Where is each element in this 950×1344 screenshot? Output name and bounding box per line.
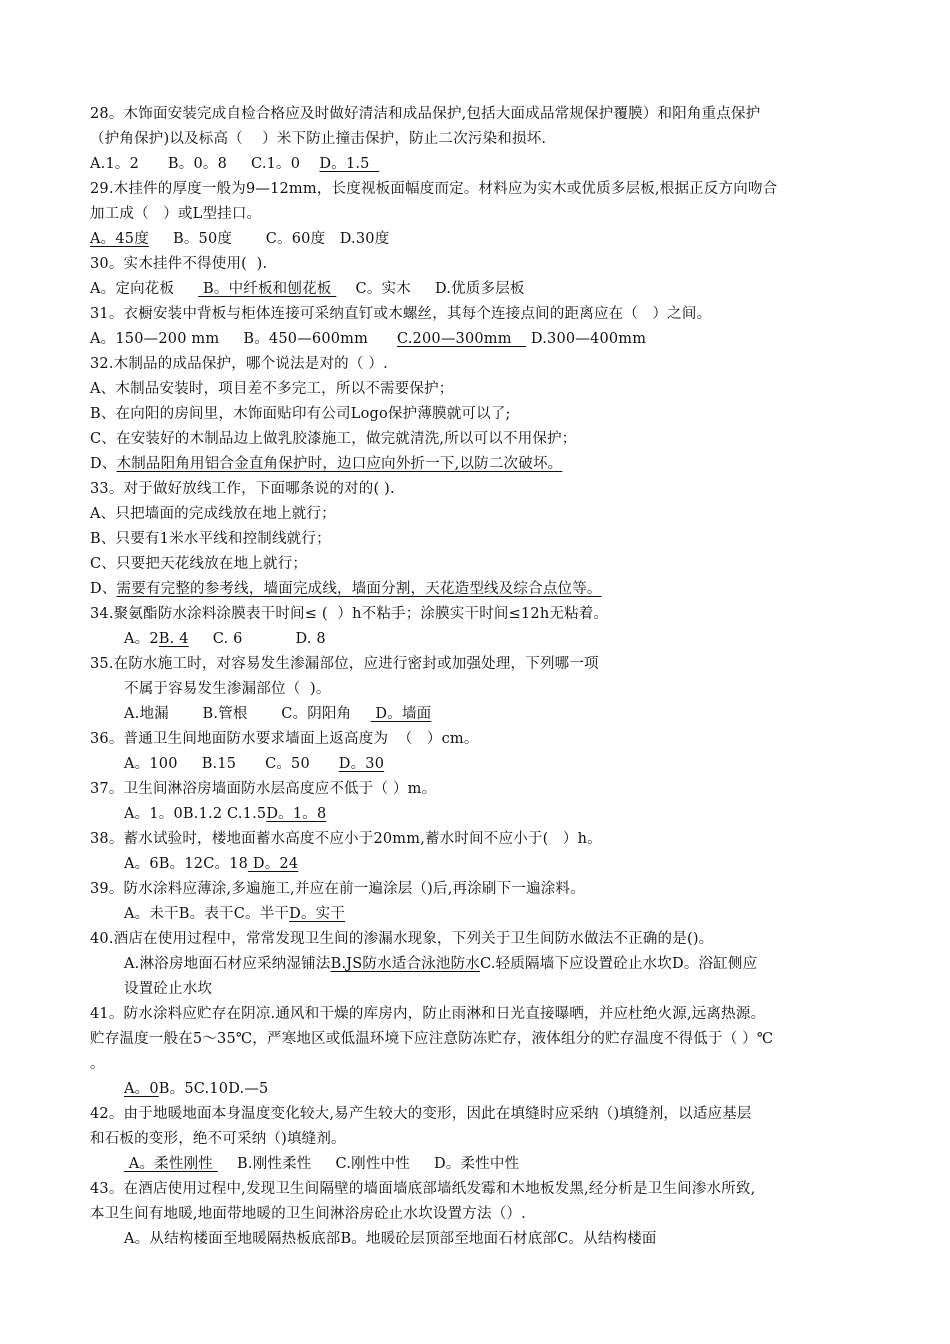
line-text: B。5C.10D.—5: [158, 1081, 269, 1097]
text-line: [124, 904, 345, 924]
answer-text: 需要有完整的参考线，墙面完成线，墙面分割，天花造型线及综合点位等。: [116, 581, 602, 597]
text-line: [90, 329, 646, 349]
answer-text: A。柔性刚性: [124, 1156, 218, 1172]
line-text: 42。由于地暖地面本身温度变化较大,易产生较大的变形，因此在填缝时应采纳（)填缝剂，以适应基层: [90, 1106, 752, 1122]
line-text: 35.在防水施工时，对容易发生渗漏部位，应进行密封或加强处理，下列哪一项: [90, 656, 599, 672]
line-text: A.地漏 B.管根 C。阴阳角: [124, 706, 371, 722]
line-text: 。: [90, 1056, 105, 1072]
line-text: 37。卫生间淋浴房墙面防水层高度应不低于（ ）m。: [90, 781, 437, 797]
line-text: 加工成（ ）或L型挂口。: [90, 206, 262, 222]
answer-text: A。0: [124, 1081, 159, 1097]
text-line: [90, 1204, 526, 1224]
text-line: [90, 129, 546, 149]
line-text: B、在向阳的房间里，木饰面贴印有公司Logo保护薄膜就可以了;: [90, 406, 511, 422]
answer-text: B. 4: [158, 631, 189, 647]
line-text: 本卫生间有地暖,地面带地暖的卫生间淋浴房砼止水坎设置方法（）.: [90, 1206, 526, 1222]
text-line: [90, 579, 602, 599]
text-line: [90, 529, 331, 549]
answer-text: D。1。8: [266, 806, 327, 822]
text-line: [90, 554, 307, 574]
line-text: D.300—400mm: [526, 331, 647, 347]
answer-text: B。中纤板和刨花板: [198, 281, 337, 297]
text-line: [90, 1004, 765, 1024]
text-line: [90, 379, 453, 399]
line-text: A。100 B.15 C。50: [124, 756, 339, 772]
line-text: 40.酒店在使用过程中，常常发现卫生间的渗漏水现象，下列关于卫生间防水做法不正确的是()。: [90, 931, 714, 947]
text-line: [90, 354, 388, 374]
text-line: [124, 1154, 519, 1174]
text-line: [90, 279, 525, 299]
text-line: [90, 654, 599, 674]
line-text: （护角保护)以及标高（ ）米下防止撞击保护，防止二次污染和损坏.: [90, 131, 547, 147]
line-text: A。定向花板: [90, 281, 199, 297]
text-line: [90, 254, 267, 274]
line-text: C、只要把天花线放在地上就行；: [90, 556, 308, 572]
text-line: [124, 804, 326, 824]
text-line: [90, 229, 389, 249]
line-text: B。50度 C。60度 D.30度: [148, 231, 390, 247]
line-text: A、木制品安装时，项目差不多完工，所以不需要保护；: [90, 381, 454, 397]
text-line: [124, 1229, 657, 1249]
answer-text: 木制品阳角用铝合金直角保护时，边口应向外折一下,以防二次破坏。: [116, 456, 563, 472]
text-line: [90, 1054, 105, 1074]
text-line: [90, 404, 511, 424]
text-line: [90, 779, 436, 799]
line-text: 38。蓄水试验时，楼地面蓄水高度不应小于20mm,蓄水时间不应小于( ）h。: [90, 831, 602, 847]
line-text: C。实木 D.优质多层板: [336, 281, 525, 297]
line-text: C.轻质隔墙下应设置砼止水坎D。浴缸侧应: [480, 956, 758, 972]
text-line: [90, 179, 777, 199]
answer-text: D。1.5: [319, 156, 380, 172]
line-text: 34.聚氨酯防水涂料涂膜表干时间≤ ( ）h不粘手；涂膜实干时间≤12h无粘着。: [90, 606, 609, 622]
text-line: [90, 1029, 773, 1049]
line-text: 39。防水涂料应薄涂,多遍施工,并应在前一遍涂层（)后,再涂刷下一遍涂料。: [90, 881, 585, 897]
line-text: 32.木制品的成品保护，哪个说法是对的（ ）.: [90, 356, 388, 372]
line-text: A。6B。12C。18: [124, 856, 249, 872]
line-text: 28。木饰面安装完成自检合格应及时做好清洁和成品保护,包括大面成品常规保护覆膜）和阳角重点保护: [90, 106, 761, 122]
line-text: 30。实木挂件不得使用( ).: [90, 256, 268, 272]
line-text: D、: [90, 456, 117, 472]
line-text: C. 6 D. 8: [188, 631, 326, 647]
text-line: [124, 979, 212, 999]
text-line: [90, 504, 336, 524]
answer-text: B.JS防水适合泳池防水: [330, 956, 481, 972]
text-line: [90, 929, 713, 949]
text-line: [90, 429, 577, 449]
answer-text: C.200—300mm: [396, 331, 527, 347]
line-text: A。2: [124, 631, 159, 647]
text-line: [90, 879, 585, 899]
text-line: [124, 629, 326, 649]
text-line: [90, 204, 261, 224]
text-line: [90, 1179, 755, 1199]
text-line: [90, 604, 608, 624]
line-text: 不属于容易发生渗漏部位（ )。: [124, 681, 331, 697]
line-text: 设置砼止水坎: [124, 981, 213, 997]
text-line: [124, 854, 298, 874]
line-text: D、: [90, 581, 117, 597]
answer-text: A。45度: [90, 231, 149, 247]
text-line: [124, 1079, 268, 1099]
answer-text: D。实干: [289, 906, 346, 922]
line-text: A。从结构楼面至地暖隔热板底部B。地暖砼层顶部至地面石材底部C。从结构楼面: [124, 1231, 657, 1247]
line-text: 43。在酒店使用过程中,发现卫生间隔壁的墙面墙底部墙纸发霉和木地板发黑,经分析是卫生间渗水所致,: [90, 1181, 756, 1197]
line-text: 和石板的变形，绝不可采纳（)填缝剂。: [90, 1131, 346, 1147]
line-text: A。未干B。表干C。半干: [124, 906, 290, 922]
text-line: [90, 154, 379, 174]
text-line: [90, 729, 479, 749]
text-line: [90, 304, 711, 324]
line-text: C、在安装好的木制品边上做乳胶漆施工，做完就清洗,所以可以不用保护；: [90, 431, 577, 447]
line-text: 41。防水涂料应贮存在阴凉.通风和干燥的库房内，防止雨淋和日光直接曝晒，并应杜绝火源,远离热源。: [90, 1006, 766, 1022]
line-text: B、只要有1米水平线和控制线就行；: [90, 531, 331, 547]
answer-text: D。墙面: [370, 706, 432, 722]
answer-text: D。30: [338, 756, 385, 772]
line-text: B.刚性柔性 C.刚性中性 D。柔性中性: [217, 1156, 520, 1172]
line-text: 贮存温度一般在5～35℃，严寒地区或低温环境下应注意防冻贮存，液体组分的贮存温度不得低于（ ）℃: [90, 1031, 774, 1047]
line-text: 29.木挂件的厚度一般为9—12mm，长度视板面幅度而定。材料应为实木或优质多层板,根据正反方向吻合: [90, 181, 778, 197]
text-line: [124, 704, 431, 724]
line-text: A、只把墙面的完成线放在地上就行；: [90, 506, 336, 522]
text-line: [90, 454, 562, 474]
text-line: [90, 1129, 346, 1149]
line-text: A.1。2 B。0。8 C.1。0: [90, 156, 320, 172]
line-text: A。1。0B.1.2 C.1.5: [124, 806, 267, 822]
text-line: [124, 954, 757, 974]
answer-text: D。24: [248, 856, 299, 872]
line-text: 31。衣橱安装中背板与柜体连接可采纳直钉或木螺丝，其每个连接点间的距离应在（ ）之间。: [90, 306, 712, 322]
line-text: 33。对于做好放线工作，下面哪条说的对的( ).: [90, 481, 395, 497]
line-text: 36。普通卫生间地面防水要求墙面上返高度为 （ ）cm。: [90, 731, 479, 747]
text-line: [90, 1104, 752, 1124]
line-text: A.淋浴房地面石材应采纳湿铺法: [124, 956, 331, 972]
text-line: [124, 754, 384, 774]
line-text: A。150—200 mm B。450—600mm: [90, 331, 397, 347]
text-line: [90, 829, 602, 849]
text-line: [124, 679, 331, 699]
text-line: [90, 104, 760, 124]
text-line: [90, 479, 395, 499]
